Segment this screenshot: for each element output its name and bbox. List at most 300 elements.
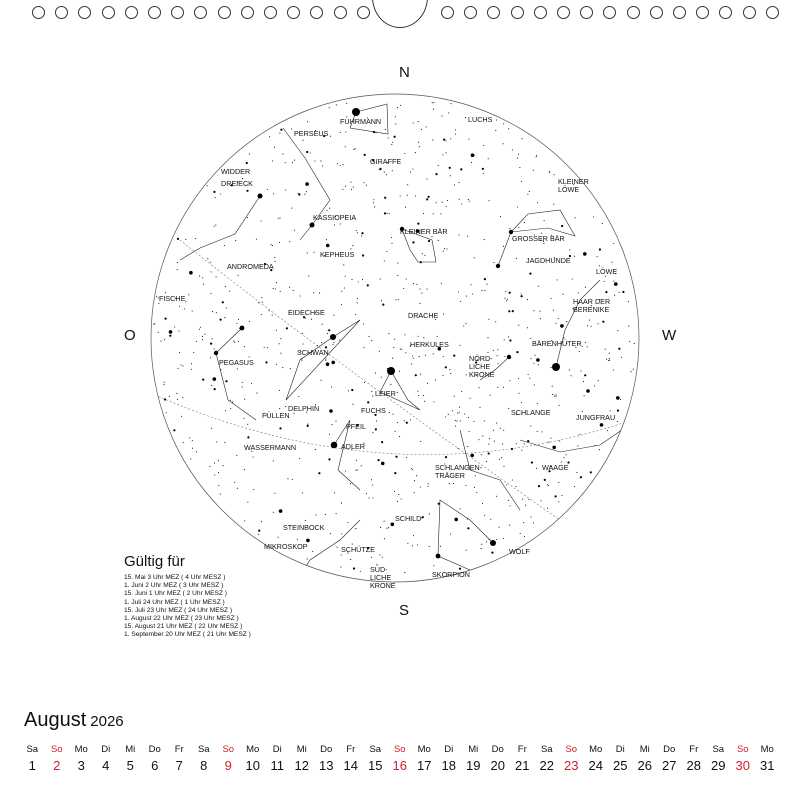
star (455, 420, 456, 421)
star (322, 165, 323, 166)
star (576, 472, 577, 473)
star (594, 445, 595, 446)
star (236, 323, 237, 324)
star (426, 198, 428, 200)
star (540, 318, 541, 319)
star (411, 363, 412, 364)
star (333, 315, 334, 316)
star (509, 505, 510, 506)
star (403, 288, 404, 289)
star (307, 425, 309, 427)
star (543, 243, 544, 244)
star (381, 441, 383, 443)
star (246, 162, 248, 164)
star (179, 306, 180, 307)
star (536, 468, 537, 469)
star (613, 243, 614, 244)
star (491, 552, 493, 554)
star (438, 503, 440, 505)
star (599, 449, 600, 450)
star (527, 440, 529, 442)
star (366, 493, 367, 494)
star (385, 129, 386, 130)
star (582, 346, 583, 347)
star (437, 336, 438, 337)
star (433, 102, 434, 103)
star (518, 393, 519, 394)
star (433, 109, 434, 110)
star (436, 202, 437, 203)
star (628, 326, 629, 327)
star (442, 154, 443, 155)
star (400, 348, 401, 349)
calendar-day (657, 744, 682, 773)
star (396, 299, 397, 300)
star (182, 397, 183, 398)
star (418, 142, 419, 143)
star (422, 516, 424, 518)
star (224, 317, 225, 318)
star (334, 224, 335, 225)
star (371, 340, 372, 341)
weekday-label: Mo (74, 744, 88, 755)
star (351, 389, 353, 391)
star (174, 326, 175, 327)
star (622, 291, 624, 293)
star (285, 162, 286, 163)
weekday-label: Di (101, 744, 111, 755)
star (357, 298, 358, 299)
star (352, 245, 353, 246)
star (555, 394, 556, 395)
star (337, 163, 338, 164)
star (299, 458, 300, 459)
star (494, 441, 495, 442)
star (475, 475, 476, 476)
star (238, 319, 239, 320)
validity-entry: 15. Juni 1 Uhr MEZ ( 2 Uhr MESZ ) (124, 590, 227, 598)
star (210, 343, 212, 345)
star (556, 396, 557, 397)
star (381, 300, 382, 301)
star (276, 364, 277, 365)
star (459, 407, 460, 408)
star (478, 439, 479, 440)
star (392, 358, 393, 359)
calendar-day (559, 744, 584, 773)
star (549, 172, 550, 173)
star (533, 310, 534, 311)
star (329, 208, 330, 209)
star (614, 295, 615, 296)
day-number: 6 (151, 758, 159, 773)
star (373, 202, 374, 203)
star (362, 279, 363, 280)
star (326, 244, 330, 248)
day-number: 20 (490, 758, 505, 773)
star (177, 368, 178, 369)
star (524, 443, 525, 444)
star (418, 395, 419, 396)
star (516, 443, 517, 444)
star (190, 458, 191, 459)
star (292, 162, 293, 163)
star (571, 375, 572, 376)
star (504, 356, 505, 357)
star (340, 132, 341, 133)
star (449, 167, 451, 169)
star (164, 339, 165, 340)
star (249, 321, 250, 322)
star (342, 189, 343, 190)
constellation-label-schlangentraeger: SCHLANGEN-TRÄGER (435, 463, 483, 480)
star (394, 491, 395, 492)
star (340, 223, 341, 224)
constellation-label-eidechse: EIDECHSE (288, 308, 325, 317)
star (554, 174, 555, 175)
star (516, 258, 517, 259)
star (363, 323, 364, 324)
constellation-label-suedliche-krone: SÜD-LICHE KRONE (370, 565, 396, 590)
star (458, 234, 459, 235)
star (617, 421, 618, 422)
star (531, 461, 533, 463)
star (416, 475, 417, 476)
star (509, 292, 511, 294)
star (519, 167, 520, 168)
day-number: 9 (224, 758, 232, 773)
constellation-label-schuetze: SCHÜTZE (341, 545, 375, 554)
star (325, 360, 326, 361)
star (280, 129, 282, 131)
star (220, 369, 221, 370)
star (460, 420, 461, 421)
month-year: 2026 (90, 713, 124, 730)
star (249, 154, 250, 155)
star (380, 527, 381, 528)
star (232, 402, 233, 403)
star (486, 284, 487, 285)
constellation-label-mikroskop: MIKROSKOP (264, 542, 308, 551)
star (218, 472, 219, 473)
star (541, 500, 542, 501)
star (203, 284, 204, 285)
star (619, 292, 620, 293)
star (481, 454, 482, 455)
star (327, 333, 328, 334)
star (453, 355, 455, 357)
star (160, 341, 161, 342)
star (563, 457, 564, 458)
star (169, 396, 170, 397)
constellation-label-schlange: SCHLANGE (511, 408, 551, 417)
star (393, 347, 394, 348)
star (449, 483, 450, 484)
star (607, 430, 608, 431)
star (220, 193, 221, 194)
bright-star (214, 351, 218, 355)
star (496, 496, 497, 497)
star (406, 457, 407, 458)
star (397, 501, 398, 502)
star (191, 363, 192, 364)
star (185, 301, 186, 302)
star (214, 474, 215, 475)
star (523, 522, 524, 523)
star (629, 341, 630, 342)
star (384, 538, 385, 539)
star (363, 182, 364, 183)
validity-entry: 15. August 21 Uhr MEZ ( 22 Uhr MESZ ) (124, 623, 243, 631)
star (279, 427, 281, 429)
star (594, 385, 595, 386)
star (304, 194, 305, 195)
star (555, 495, 557, 497)
star (355, 470, 356, 471)
star (465, 485, 466, 486)
star (293, 290, 294, 291)
star (339, 340, 340, 341)
star (258, 534, 259, 535)
calendar-day (633, 744, 658, 773)
star (314, 252, 315, 253)
star (196, 341, 197, 342)
star (220, 319, 222, 321)
star (537, 202, 538, 203)
star (391, 237, 392, 238)
calendar-day (339, 744, 364, 773)
star (298, 396, 299, 397)
day-number: 7 (175, 758, 183, 773)
star (176, 393, 177, 394)
star (350, 559, 351, 560)
star (468, 139, 469, 140)
bright-star (331, 442, 338, 449)
star (381, 462, 385, 466)
star (515, 486, 516, 487)
star (287, 478, 288, 479)
star (379, 351, 380, 352)
star (399, 436, 400, 437)
star (367, 284, 369, 286)
star (392, 142, 393, 143)
star (413, 535, 414, 536)
star (340, 567, 341, 568)
star (393, 414, 394, 415)
star (433, 353, 434, 354)
star (384, 212, 386, 214)
star (628, 301, 629, 302)
calendar-day (486, 744, 511, 773)
star (211, 385, 212, 386)
star (395, 116, 396, 117)
day-number: 23 (564, 758, 579, 773)
star (443, 314, 444, 315)
star (275, 288, 276, 289)
star (488, 452, 490, 454)
star (253, 456, 254, 457)
star (537, 403, 538, 404)
star (617, 330, 618, 331)
star (463, 325, 464, 326)
star (178, 331, 179, 332)
star (292, 479, 293, 480)
star (580, 370, 581, 371)
star (438, 165, 439, 166)
star (427, 486, 428, 487)
star (522, 499, 523, 500)
star (362, 254, 364, 256)
calendar-strip (20, 744, 780, 773)
star (488, 319, 489, 320)
star (380, 279, 381, 280)
star (605, 349, 606, 350)
star (191, 369, 192, 370)
star (583, 252, 587, 256)
star (398, 494, 399, 495)
star (585, 287, 586, 288)
bright-star (352, 108, 360, 116)
calendar-day (143, 744, 168, 773)
star (177, 238, 179, 240)
calendar-day (94, 744, 119, 773)
star (558, 482, 559, 483)
star (302, 140, 303, 141)
star (509, 525, 510, 526)
star (480, 548, 481, 549)
star (400, 195, 401, 196)
star (487, 337, 488, 338)
constellation-label-widder: WIDDER (221, 167, 251, 176)
star (372, 484, 373, 485)
star (372, 497, 373, 498)
star (289, 287, 290, 288)
star (562, 294, 563, 295)
star (489, 438, 490, 439)
star (602, 223, 603, 224)
star (192, 440, 193, 441)
star (508, 128, 509, 129)
validity-entry: 1. Juni 2 Uhr MEZ ( 3 Uhr MESZ ) (124, 582, 224, 590)
star (512, 479, 513, 480)
star (209, 466, 210, 467)
star (577, 445, 578, 446)
star (379, 555, 380, 556)
star (612, 262, 613, 263)
star (534, 355, 535, 356)
star (482, 435, 483, 436)
star (404, 572, 405, 573)
star (503, 538, 504, 539)
star (297, 539, 298, 540)
star (387, 213, 388, 214)
star (211, 428, 212, 429)
star (341, 555, 342, 556)
star (192, 448, 193, 449)
star (497, 355, 498, 356)
star (459, 199, 460, 200)
star (459, 412, 460, 413)
star (433, 401, 434, 402)
star (364, 154, 366, 156)
star (419, 289, 420, 290)
star (527, 194, 528, 195)
star (620, 399, 621, 400)
star (590, 471, 592, 473)
star (605, 291, 607, 293)
star (524, 536, 525, 537)
star (604, 281, 605, 282)
constellation-label-fuhrmann: FUHRMANN (340, 117, 382, 126)
star (225, 410, 226, 411)
constellation-label-fuchs: FUCHS (361, 406, 386, 415)
constellation-label-pfeil: PFEIL (346, 422, 366, 431)
star (244, 520, 245, 521)
star (508, 500, 509, 501)
star (440, 546, 441, 547)
star (180, 364, 181, 365)
bright-star (436, 554, 441, 559)
star (460, 168, 462, 170)
star (468, 199, 469, 200)
star (246, 190, 248, 192)
star (450, 138, 451, 139)
weekday-label: Fr (346, 744, 356, 755)
star (388, 333, 389, 334)
star (243, 418, 244, 419)
star (308, 275, 309, 276)
star (512, 310, 514, 312)
star (426, 179, 427, 180)
star (501, 457, 502, 458)
star (529, 273, 531, 275)
constellation-label-andromeda: ANDROMEDA (227, 262, 274, 271)
star (247, 436, 249, 438)
star (413, 283, 414, 284)
star (340, 165, 341, 166)
star (428, 196, 430, 198)
star (534, 384, 535, 385)
star (225, 286, 226, 287)
star (258, 530, 260, 532)
star (435, 173, 437, 175)
star (196, 451, 197, 452)
star (193, 352, 194, 353)
star (531, 358, 532, 359)
star (454, 518, 458, 522)
star (552, 394, 553, 395)
star (600, 423, 604, 427)
star (445, 140, 446, 141)
star (371, 391, 372, 392)
star (294, 160, 295, 161)
day-number: 14 (343, 758, 358, 773)
star (211, 271, 212, 272)
star (558, 501, 559, 502)
star (315, 514, 316, 515)
star (389, 213, 390, 214)
star (182, 365, 183, 366)
star (361, 232, 363, 234)
validity-entry: 15. Mai 3 Uhr MEZ ( 4 Uhr MESZ ) (124, 574, 226, 581)
calendar-day (118, 744, 143, 773)
star (453, 483, 454, 484)
star (154, 323, 155, 324)
star (616, 396, 620, 400)
constellation-label-jagdhunde: JAGDHUNDE (526, 256, 571, 265)
star (418, 336, 419, 337)
star (508, 310, 510, 312)
